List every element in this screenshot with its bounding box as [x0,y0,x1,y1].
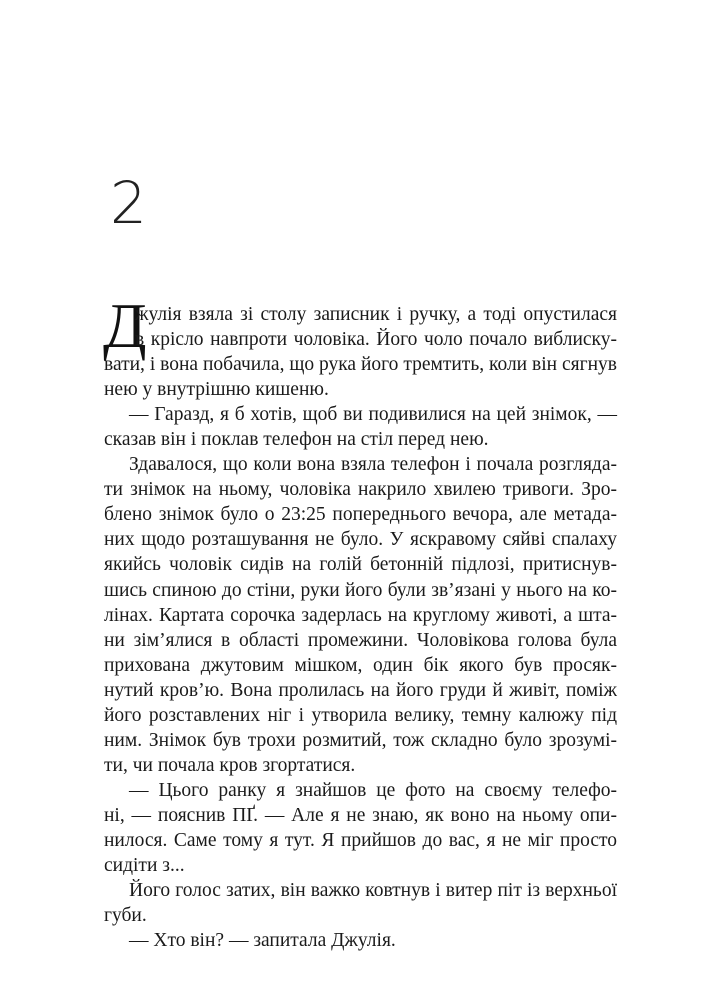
text-line: шись спиною до стіни, руки його були зв’язані у нього на ко- [104,579,617,601]
drop-cap: Д [103,290,147,361]
text-line: блено знімок було о 23:25 попереднього вечора, але метада- [104,504,617,526]
text-line: вати, і вона побачила, що рука його тремтить, коли він сягнув [104,354,617,376]
text-line: Його голос затих, він важко ковтнув і витер піт із верхньої [129,880,617,902]
text-line: ним. Знімок був трохи розмитий, тож складно було зрозумі- [104,729,617,751]
text-line: — Цього ранку я знайшов це фото на своєму телефо- [129,779,617,801]
text-line: — Гаразд, я б хотів, щоб ви подивилися на цей знімок, — [129,404,617,426]
text-line: якийсь чоловік сидів на голій бетонній підлозі, притиснув- [104,554,617,576]
text-line: Здавалося, що коли вона взяла телефон і почала розгляда- [129,454,617,476]
text-line: лінах. Картата сорочка задерлась на круглому животі, а шта- [104,604,617,626]
text-line: сидіти з... [104,855,185,877]
text-line: нутий кров’ю. Вона пролилась на його груди й живіт, поміж [104,679,617,701]
text-line: ти знімок на ньому, чоловіка накрило хвилею тривоги. Зро- [104,479,617,501]
text-line: ни зім’ялися в області промежини. Чоловікова голова була [104,629,617,651]
text-line: ні, — пояснив ПҐ. — Але я не знаю, як воно на ньому опи- [104,804,617,826]
text-line: його розставлених ніг і утворила велику, темну калюжу під [104,704,617,726]
text-line: прихована джутовим мішком, один бік якого був просяк- [104,654,617,676]
text-line: в крісло навпроти чоловіка. Його чоло почало виблиску- [135,329,617,351]
chapter-number: 2 [110,169,147,237]
text-line: жулія взяла зі столу записник і ручку, а тоді опустилася [135,304,617,325]
text-line: нею у внутрішню кишеню. [104,379,329,401]
text-line: нилося. Саме тому я тут. Я прийшов до вас, я не міг просто [104,829,617,851]
text-line: них щодо розташування не було. У яскравому сяйві спалаху [104,529,617,551]
text-line: сказав він і поклав телефон на стіл перед нею. [104,429,489,451]
body-text [104,302,617,953]
text-line: — Хто він? — запитала Джулія. [129,930,396,952]
text-line: губи. [104,905,147,927]
text-line: ти, чи почала кров згортатися. [104,754,356,776]
